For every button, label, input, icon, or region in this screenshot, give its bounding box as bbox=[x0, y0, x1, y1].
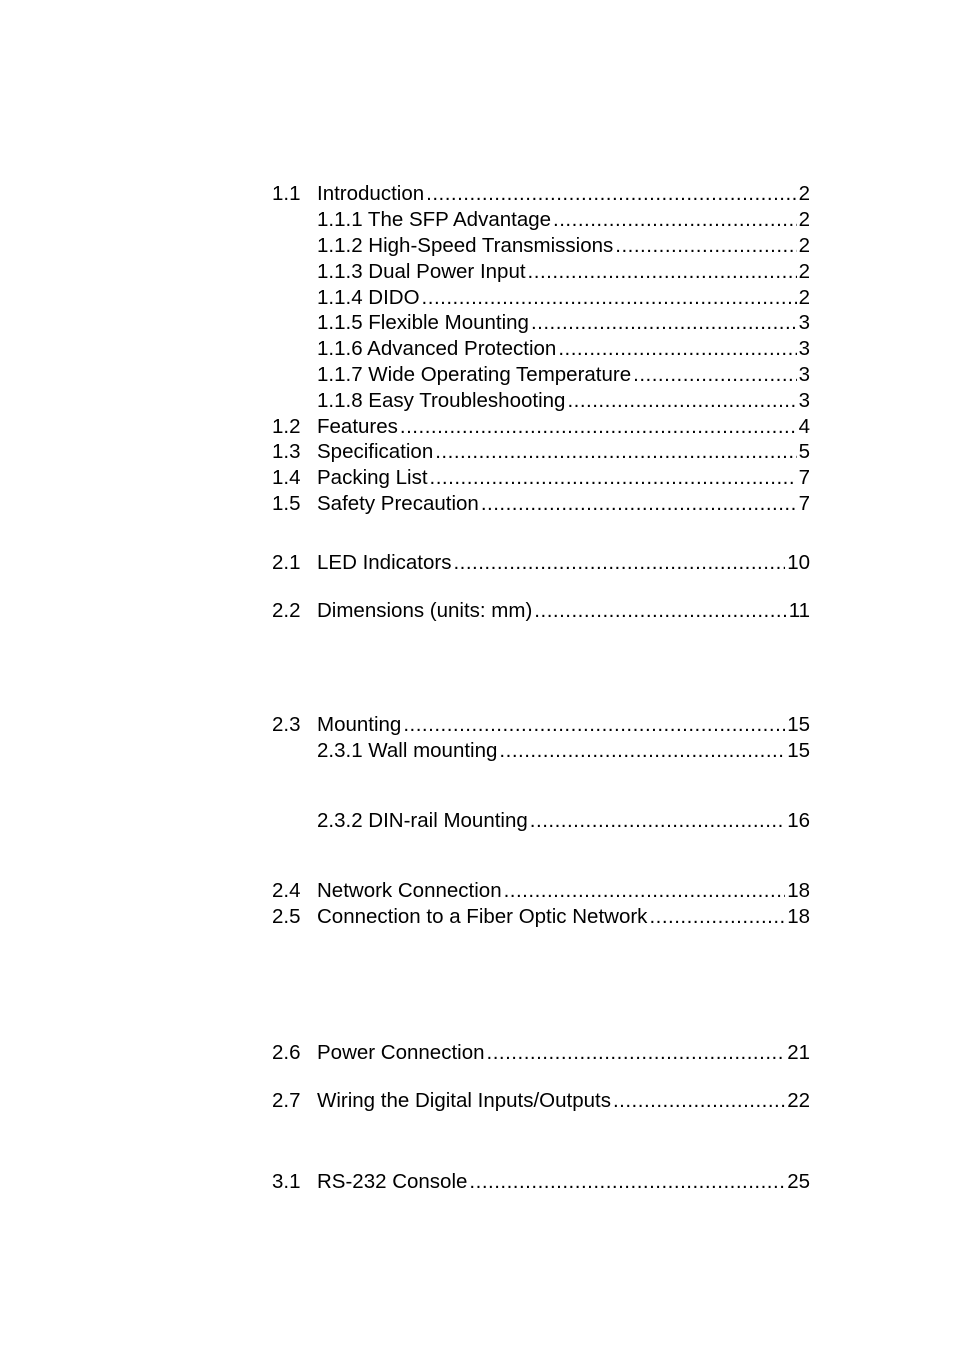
toc-entry[interactable] bbox=[272, 1088, 810, 1114]
page-number: 3 bbox=[798, 389, 810, 412]
section-number: 2.4 bbox=[272, 879, 301, 902]
section-title: Dimensions (units: mm) bbox=[317, 599, 533, 622]
dot-leader bbox=[504, 878, 786, 904]
dot-leader bbox=[430, 465, 797, 491]
dot-leader bbox=[426, 181, 796, 207]
toc-entry[interactable] bbox=[272, 598, 810, 624]
page-number: 2 bbox=[798, 182, 810, 205]
toc-entry[interactable] bbox=[272, 181, 810, 207]
toc-entry[interactable] bbox=[272, 233, 810, 259]
toc-entry[interactable] bbox=[272, 738, 810, 764]
page-number: 3 bbox=[798, 311, 810, 334]
section-title: 2.3.1 Wall mounting bbox=[317, 739, 498, 762]
section-number: 1.3 bbox=[272, 440, 301, 463]
dot-leader bbox=[400, 414, 797, 440]
dot-leader bbox=[487, 1040, 786, 1066]
dot-leader bbox=[481, 491, 797, 517]
section-title: Introduction bbox=[317, 182, 425, 205]
dot-leader bbox=[453, 550, 785, 576]
section-title: 1.1.8 Easy Troubleshooting bbox=[317, 389, 566, 412]
page-number: 2 bbox=[798, 260, 810, 283]
dot-leader bbox=[469, 1169, 785, 1195]
toc-entry[interactable] bbox=[272, 439, 810, 465]
page-number: 3 bbox=[798, 337, 810, 360]
page-number: 22 bbox=[787, 1089, 810, 1112]
page-number: 16 bbox=[787, 809, 810, 832]
page-number: 2 bbox=[798, 208, 810, 231]
dot-leader bbox=[530, 808, 785, 834]
dot-leader bbox=[528, 259, 797, 285]
toc-entry[interactable] bbox=[272, 491, 810, 517]
toc-entry[interactable] bbox=[272, 336, 810, 362]
toc-entry[interactable] bbox=[272, 310, 810, 336]
dot-leader bbox=[531, 310, 797, 336]
section-title: Mounting bbox=[317, 713, 402, 736]
page-number: 10 bbox=[787, 551, 810, 574]
toc-entry[interactable] bbox=[272, 362, 810, 388]
dot-leader bbox=[649, 904, 785, 930]
dot-leader bbox=[499, 738, 785, 764]
dot-leader bbox=[613, 1088, 785, 1114]
dot-leader bbox=[403, 712, 785, 738]
section-title: Safety Precaution bbox=[317, 492, 479, 515]
dot-leader bbox=[534, 598, 786, 624]
section-number: 2.1 bbox=[272, 551, 301, 574]
page-number: 18 bbox=[787, 879, 810, 902]
page-number: 25 bbox=[787, 1170, 810, 1193]
section-number: 1.2 bbox=[272, 415, 301, 438]
section-number: 2.6 bbox=[272, 1041, 301, 1064]
toc-entry[interactable] bbox=[272, 878, 810, 904]
page-number: 5 bbox=[798, 440, 810, 463]
toc-entry[interactable] bbox=[272, 1040, 810, 1066]
section-title: 2.3.2 DIN-rail Mounting bbox=[317, 809, 528, 832]
section-number: 2.7 bbox=[272, 1089, 301, 1112]
dot-leader bbox=[567, 388, 796, 414]
page-number: 7 bbox=[798, 492, 810, 515]
section-title: Wiring the Digital Inputs/Outputs bbox=[317, 1089, 611, 1112]
page-number: 11 bbox=[788, 599, 810, 622]
section-title: 1.1.1 The SFP Advantage bbox=[317, 208, 552, 231]
page-number: 15 bbox=[787, 739, 810, 762]
toc-entry[interactable] bbox=[272, 259, 810, 285]
section-number: 2.3 bbox=[272, 713, 301, 736]
section-title: Connection to a Fiber Optic Network bbox=[317, 905, 648, 928]
dot-leader bbox=[422, 285, 797, 311]
toc-entry[interactable] bbox=[272, 285, 810, 311]
toc-entry[interactable] bbox=[272, 465, 810, 491]
page-number: 15 bbox=[787, 713, 810, 736]
toc-entry[interactable] bbox=[272, 1169, 810, 1195]
section-number: 3.1 bbox=[272, 1170, 301, 1193]
page-number: 7 bbox=[798, 466, 810, 489]
page-number: 2 bbox=[798, 234, 810, 257]
section-title: Network Connection bbox=[317, 879, 502, 902]
dot-leader bbox=[553, 207, 797, 233]
dot-leader bbox=[435, 439, 796, 465]
section-title: Power Connection bbox=[317, 1041, 485, 1064]
section-number: 2.2 bbox=[272, 599, 301, 622]
dot-leader bbox=[615, 233, 796, 259]
section-title: Features bbox=[317, 415, 398, 438]
section-number: 1.4 bbox=[272, 466, 301, 489]
page-number: 4 bbox=[798, 415, 810, 438]
section-title: 1.1.6 Advanced Protection bbox=[317, 337, 557, 360]
page-number: 2 bbox=[798, 286, 810, 309]
dot-leader bbox=[633, 362, 796, 388]
section-number: 1.5 bbox=[272, 492, 301, 515]
section-title: 1.1.7 Wide Operating Temperature bbox=[317, 363, 632, 386]
toc-entry[interactable] bbox=[272, 712, 810, 738]
section-number: 1.1 bbox=[272, 182, 301, 205]
toc-entry[interactable] bbox=[272, 207, 810, 233]
dot-leader bbox=[558, 336, 796, 362]
section-title: Specification bbox=[317, 440, 434, 463]
section-title: 1.1.3 Dual Power Input bbox=[317, 260, 526, 283]
section-title: RS-232 Console bbox=[317, 1170, 468, 1193]
section-title: LED Indicators bbox=[317, 551, 452, 574]
toc-entry[interactable] bbox=[272, 904, 810, 930]
section-title: 1.1.5 Flexible Mounting bbox=[317, 311, 529, 334]
section-number: 2.5 bbox=[272, 905, 301, 928]
page-number: 21 bbox=[787, 1041, 810, 1064]
section-title: 1.1.4 DIDO bbox=[317, 286, 420, 309]
page-number: 3 bbox=[798, 363, 810, 386]
section-title: 1.1.2 High-Speed Transmissions bbox=[317, 234, 614, 257]
toc-entry[interactable] bbox=[272, 808, 810, 834]
section-title: Packing List bbox=[317, 466, 428, 489]
toc-entry[interactable] bbox=[272, 414, 810, 440]
toc-entry[interactable] bbox=[272, 550, 810, 576]
page-number: 18 bbox=[787, 905, 810, 928]
toc-entry[interactable] bbox=[272, 388, 810, 414]
